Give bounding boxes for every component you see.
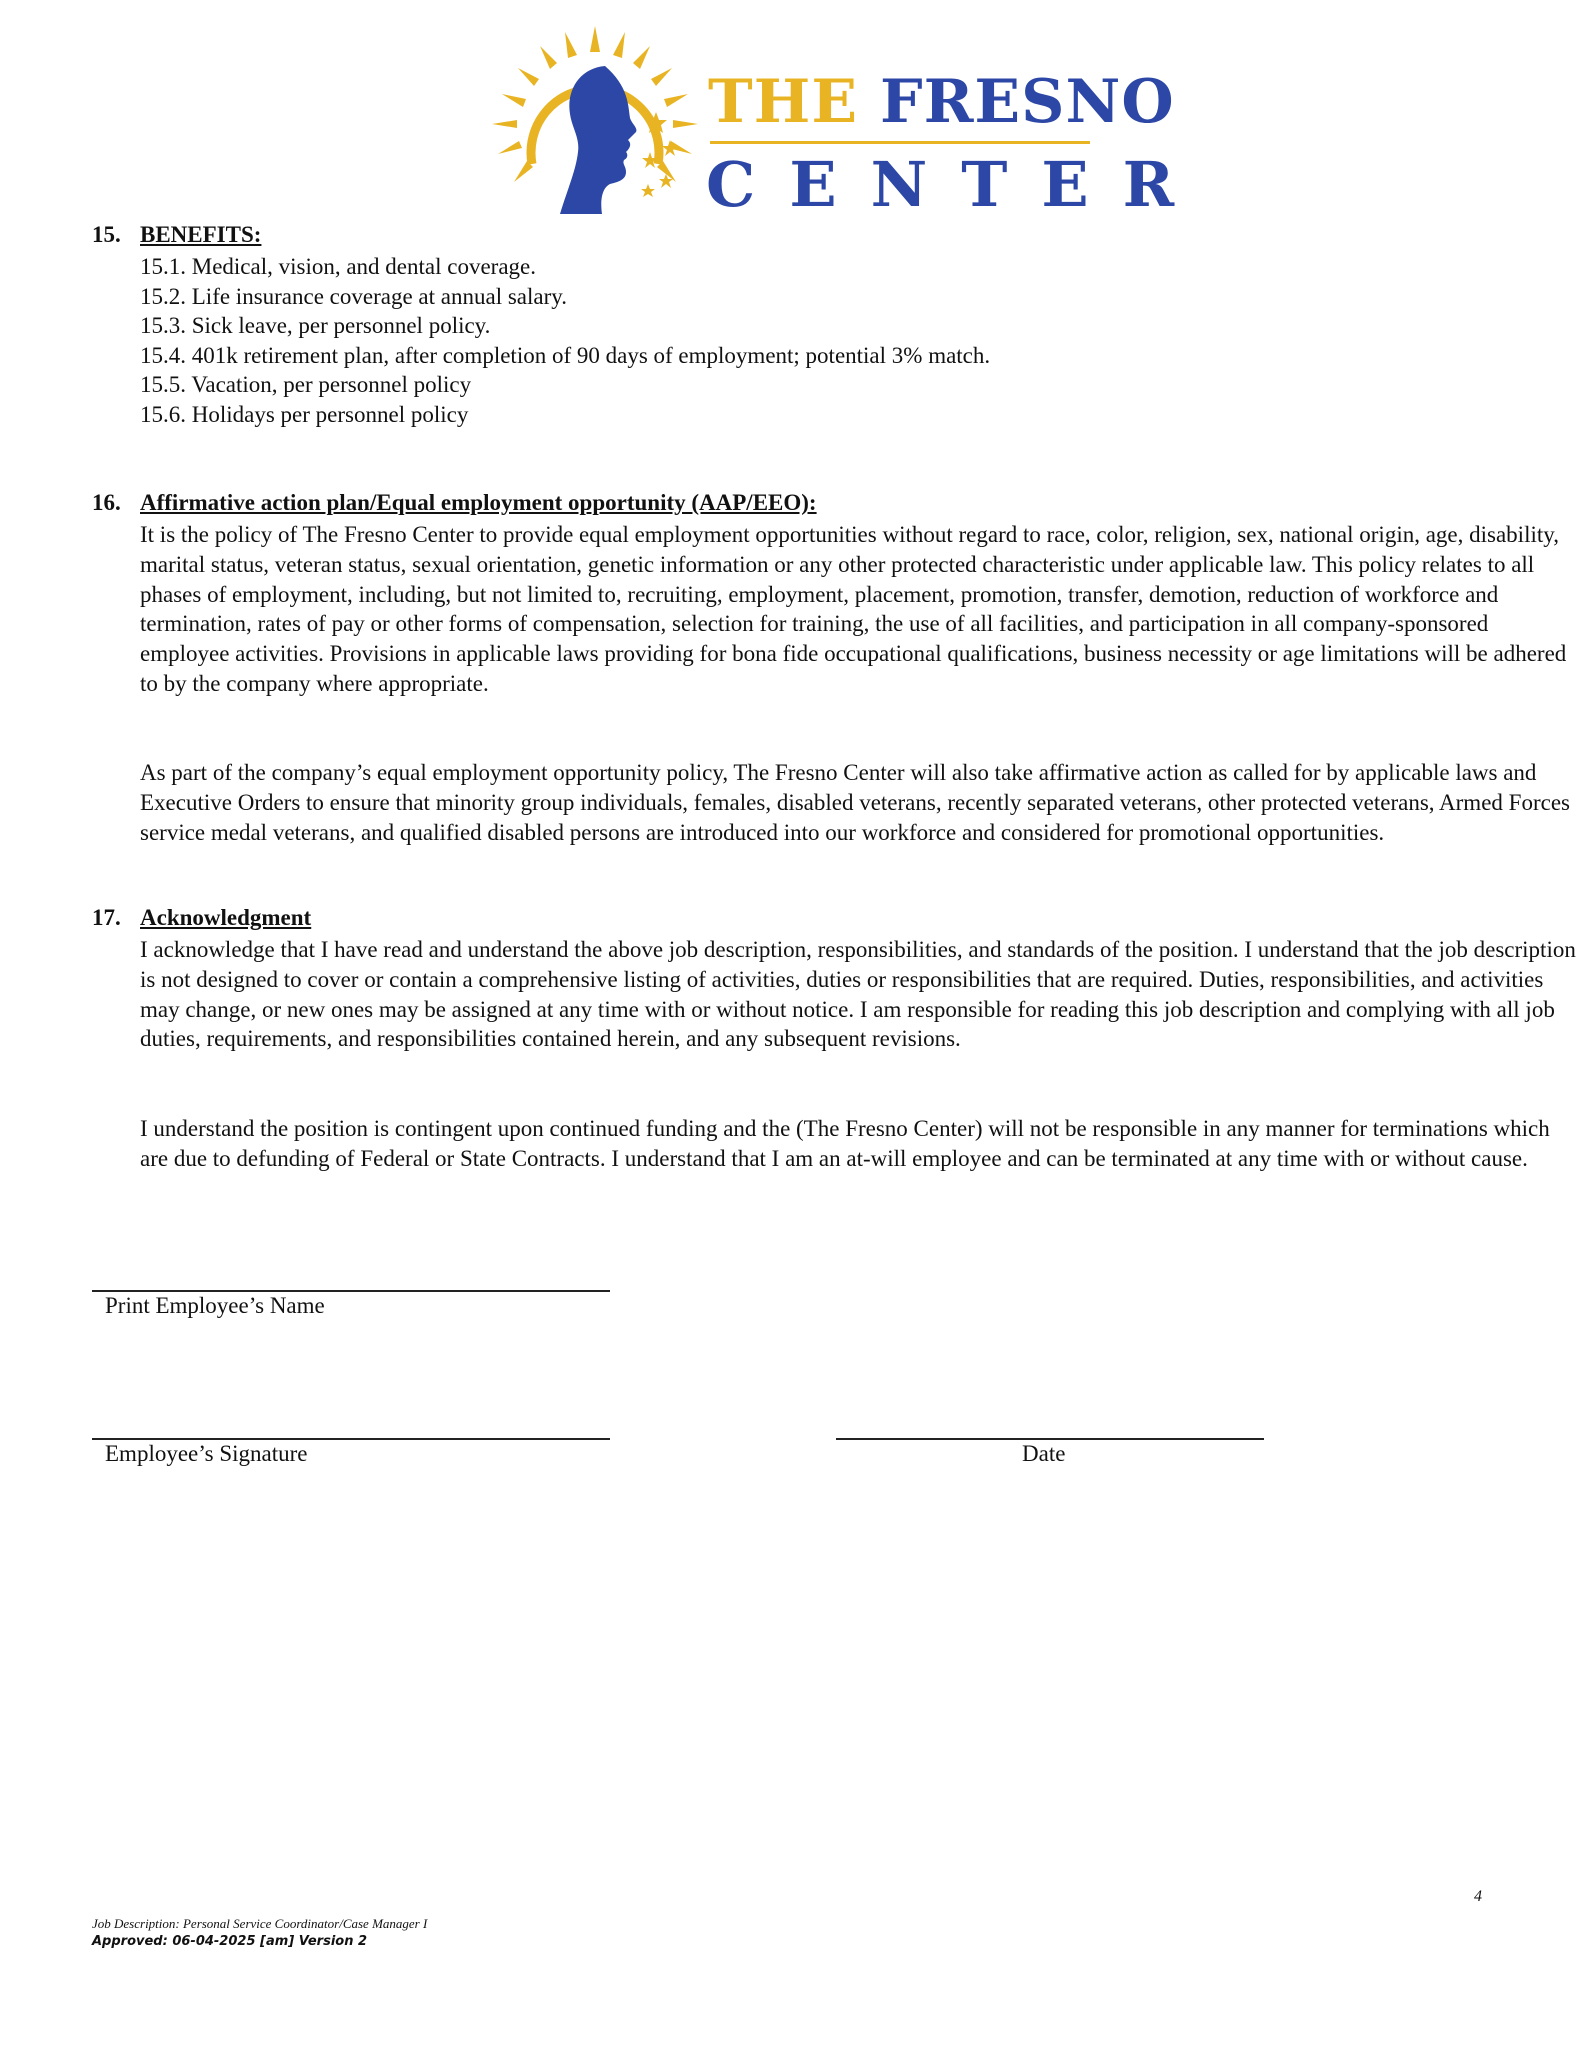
signature-line[interactable] <box>92 1438 610 1440</box>
signature-label: Employee’s Signature <box>105 1441 308 1466</box>
page-number: 4 <box>1474 1888 1482 1905</box>
logo-word-fresno: FRESNO <box>879 67 1175 137</box>
sun-face-profile-icon <box>480 24 710 224</box>
logo-divider <box>710 141 1090 144</box>
footer-approval: Approved: 06-04-2025 [am] Version 2 <box>92 1934 368 1949</box>
benefits-section <box>92 222 1492 432</box>
list-item: 15.2. Life insurance coverage at annual salary. <box>140 283 568 309</box>
aap-eeo-section <box>92 490 1570 880</box>
ack-paragraph-2: I understand the position is contingent upon continued funding and the (The Fresno Center) will not be responsible in any manner for terminations which are due to defunding of Federal or State Contracts. I understand that I am an at-will employee and can be terminated at any time with or without cause. <box>140 1116 1550 1171</box>
print-name-label: Print Employee’s Name <box>105 1293 325 1318</box>
section-number: 16. <box>92 490 121 515</box>
ack-paragraph-1: I acknowledge that I have read and understand the above job description, responsibilities, and standards of the position. I understand that the job description is not designed to cover or contain a comprehensive listing of activities, duties or responsibilities that are required. Duties, responsibilities, and activities may change, or new ones may be assigned at any time with or without notice. I am responsible for reading this job description and complying with all job duties, requirements, and responsibilities contained herein, and any subsequent revisions. <box>140 937 1576 1052</box>
section-title: BENEFITS: <box>140 222 262 247</box>
logo <box>480 24 1209 224</box>
logo-title-line1 <box>708 67 1175 137</box>
section-title: Affirmative action plan/Equal employment opportunity (AAP/EEO): <box>140 490 817 515</box>
section-number: 15. <box>92 222 121 247</box>
section-number: 17. <box>92 905 121 930</box>
aap-paragraph-1: It is the policy of The Fresno Center to provide equal employment opportunities without regard to race, color, religion, sex, national origin, age, disability, marital status, veteran status, sexual orientation, genetic information or any other protected characteristic under applicable law. This policy relates to all phases of employment, including, but not limited to, recruiting, employment, placement, promotion, transfer, demotion, reduction of workforce and termination, rates of pay or other forms of compensation, selection for training, the use of all facilities, and participation in all company-sponsored employee activities. Provisions in applicable laws providing for bona fide occupational qualifications, business necessity or age limitations will be adhered to by the company where appropriate. <box>140 522 1567 696</box>
print-name-line[interactable] <box>92 1290 610 1292</box>
logo-title-line2: CENTER <box>706 148 1209 221</box>
footer-job-description: Job Description: Personal Service Coordinator/Case Manager I <box>92 1916 428 1931</box>
list-item: 15.4. 401k retirement plan, after completion of 90 days of employment; potential 3% match. <box>140 342 991 368</box>
section-title: Acknowledgment <box>140 905 312 930</box>
list-item: 15.3. Sick leave, per personnel policy. <box>140 313 491 339</box>
acknowledgment-section <box>92 905 1576 1205</box>
logo-word-the: THE <box>708 67 859 137</box>
date-line[interactable] <box>836 1438 1264 1440</box>
benefits-list <box>140 252 990 430</box>
list-item: 15.1. Medical, vision, and dental coverage. <box>140 254 536 279</box>
date-label: Date <box>1022 1441 1066 1466</box>
aap-paragraph-2: As part of the company’s equal employment opportunity policy, The Fresno Center will also take affirmative action as called for by applicable laws and Executive Orders to ensure that minority group individuals, females, disabled veterans, recently separated veterans, other protected veterans, Armed Forces service medal veterans, and qualified disabled persons are introduced into our workforce and considered for promotional opportunities. <box>140 760 1570 845</box>
list-item: 15.6. Holidays per personnel policy <box>140 401 469 427</box>
list-item: 15.5. Vacation, per personnel policy <box>140 372 472 398</box>
